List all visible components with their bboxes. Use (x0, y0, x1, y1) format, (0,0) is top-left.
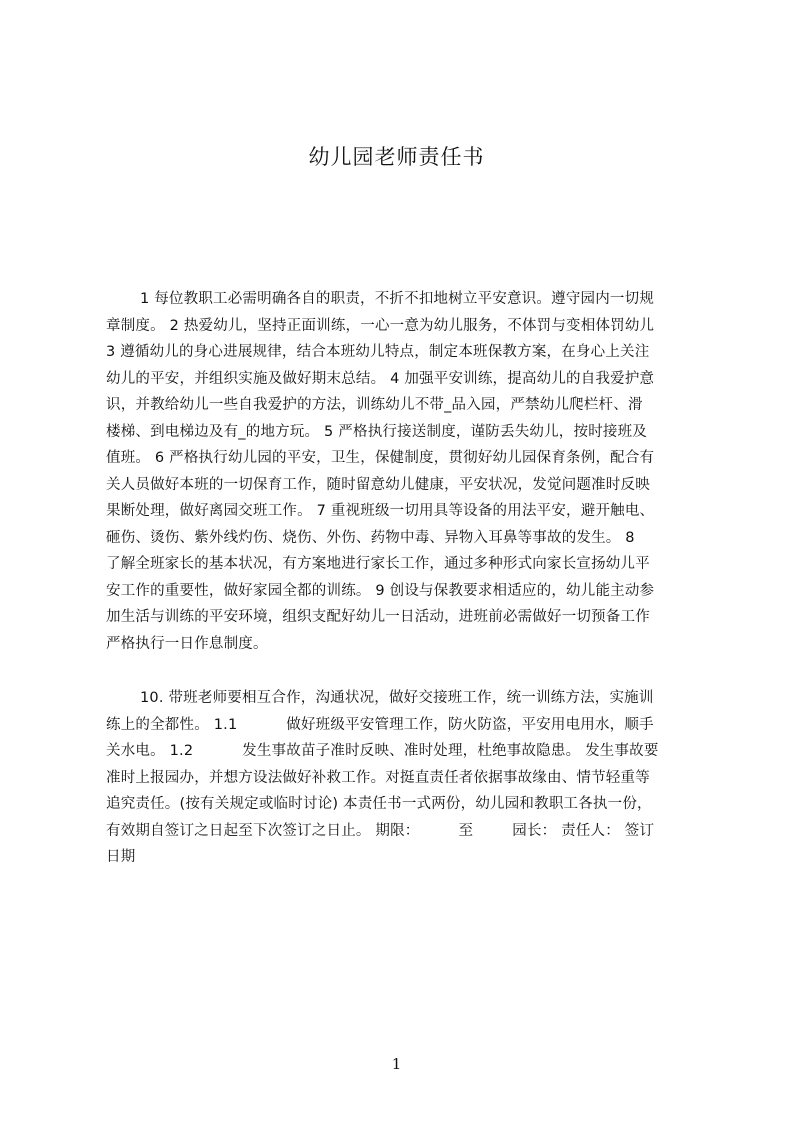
text-line: 1 每位教职工必需明确各自的职责，不折不扣地树立平安意识。遵守园内一切规 (140, 291, 655, 307)
text-line: 幼儿的平安，并组织实施及做好期末总结。 4 加强平安训练，提高幼儿的自我爱护意 (106, 370, 655, 387)
text-line: 10. 带班老师要相互合作，沟通状况，做好交接班工作，统一训练方法，实施训 (140, 690, 654, 706)
text-line: 砸伤、烫伤、紫外线灼伤、烧伤、外伤、药物中毒、异物入耳鼻等事故的发生。 8 (106, 529, 635, 546)
text-line: 值班。 6 严格执行幼儿园的平安，卫生，保健制度，贯彻好幼儿园保育条例，配合有 (106, 450, 655, 466)
text-line: 追究责任。(按有关规定或临时讨论) 本责任书一式两份，幼儿园和教职工各执一份， (106, 796, 652, 812)
text-line: 了解全班家长的基本状况，有方案地进行家长工作，通过多种形式向家长宣扬幼儿平 (106, 556, 650, 572)
text-line: 章制度。 2 热爱幼儿，坚持正面训练，一心一意为幼儿服务，不体罚与变相体罚幼儿 (106, 317, 655, 334)
text-line: 关水电。 1.2 发生事故苗子准时反映、准时处理，杜绝事故隐患。 发生事故要 (106, 743, 659, 759)
text-line: 识，并教给幼儿一些自我爱护的方法，训练幼儿不带_品入园，严禁幼儿爬栏杆、滑 (106, 397, 643, 413)
text-line: 日期 (106, 849, 136, 865)
page-number: 1 (391, 1055, 402, 1073)
text-line: 关人员做好本班的一切保育工作，随时留意幼儿健康，平安状况，发觉问题准时反映 (106, 476, 650, 493)
text-line: 果断处理，做好离园交班工作。 7 重视班级一切用具等设备的用法平安，避开触电、 (106, 503, 655, 519)
text-line: 3 遵循幼儿的身心进展规律，结合本班幼儿特点，制定本班保教方案，在身心上关注 (106, 344, 650, 360)
text-line: 加生活与训练的平安环境，组织支配好幼儿一日活动，进班前必需做好一切预备工作 (106, 609, 650, 625)
text-line: 严格执行一日作息制度。 (106, 635, 268, 652)
paragraph-2 (106, 685, 698, 871)
text-line: 练上的全都性。 1.1 做好班级平安管理工作，防火防盗，平安用电用水，顺手 (106, 716, 654, 733)
document-title: 幼儿园老师责任书 (308, 145, 485, 169)
text-line: 楼梯、到电梯边及有_的地方玩。 5 严格执行接送制度，谨防丢失幼儿，按时接班及 (106, 423, 647, 440)
text-line: 准时上报园办，并想方设法做好补救工作。对挺直责任者依据事故缘由、情节轻重等 (106, 769, 650, 786)
text-line: 有效期自签订之日起至下次签订之日止。 期限： 至 园长： 责任人： 签订 (106, 822, 655, 839)
text-line: 安工作的重要性，做好家园全都的训练。 9 创设与保教要求相适应的，幼儿能主动参 (106, 582, 655, 599)
paragraph-1 (106, 286, 698, 657)
